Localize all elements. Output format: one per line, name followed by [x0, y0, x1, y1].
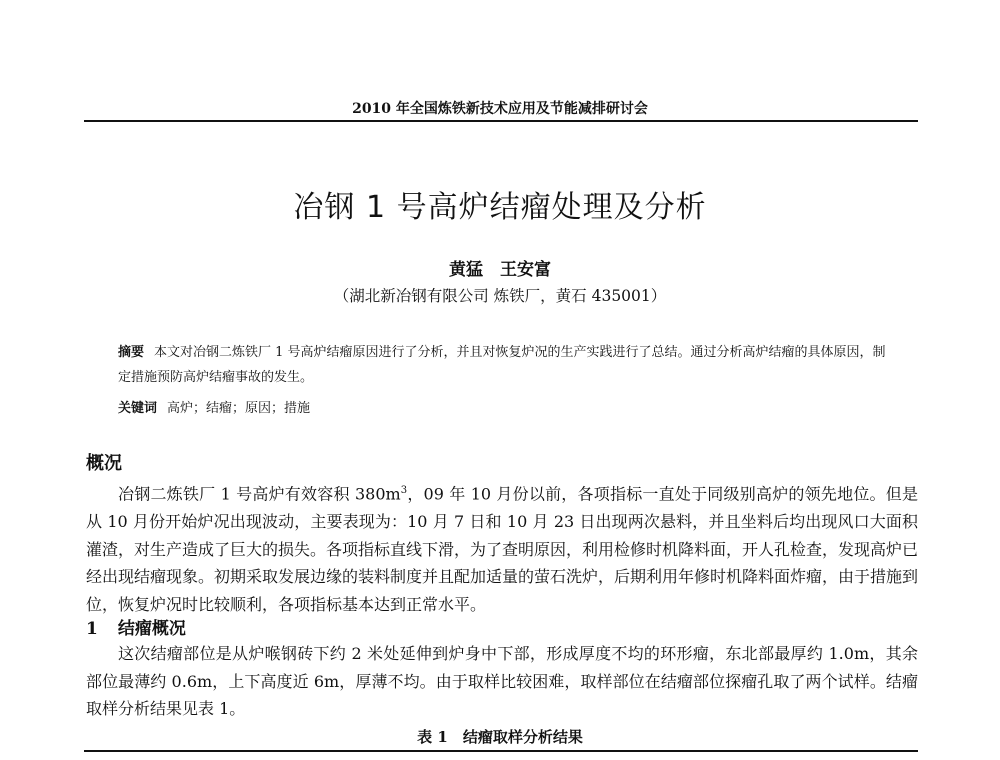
overview-text-part1: 冶钢二炼铁厂 1 号高炉有效容积 380m	[118, 484, 401, 504]
section-number: 1	[86, 619, 98, 639]
overview-paragraph	[86, 477, 918, 618]
overview-text-part2: ，09 年 10 月份以前，各项指标一直处于同级别高炉的领先地位。但是从 10 月份开始炉况出现波动，主要表现为：10 月 7 日和 10 月 23 日出现两次悬料，并且坐料后均出现风口大面积灌渣，对生产造成了巨大的损失。各项指标直线下滑，为了查明原因，利用检修时机降料面，开人孔检查，发现高炉已经出现结瘤现象。初期采取发展边缘的装料制度并且配加适量的萤石洗炉，后期利用年修时机降料面炸瘤，由于措施到位，恢复炉况时比较顺利，各项指标基本达到正常水平。	[86, 484, 919, 614]
superscript-3: 3	[400, 485, 408, 496]
keywords-label: 关键词	[118, 401, 158, 416]
table-top-rule	[84, 750, 918, 752]
section-heading-1	[86, 614, 186, 639]
paper-authors: 黄猛 王安富	[449, 260, 551, 280]
paper-title: 冶钢 1 号高炉结瘤处理及分析	[293, 190, 707, 225]
keywords	[118, 397, 898, 416]
header-rule	[84, 120, 918, 122]
section-heading-overview: 概况	[86, 453, 122, 474]
abstract	[118, 340, 898, 390]
section-title: 结瘤概况	[117, 619, 186, 639]
table-caption: 表 1 结瘤取样分析结果	[417, 728, 583, 746]
abstract-text: 本文对冶钢二炼铁厂 1 号高炉结瘤原因进行了分析，并且对恢复炉况的生产实践进行了总结。通过分析高炉结瘤的具体原因，制定措施预防高炉结瘤事故的发生。	[118, 345, 886, 385]
paper-affiliation: （湖北新冶钢有限公司 炼铁厂，黄石 435001）	[333, 287, 667, 305]
section1-paragraph: 这次结瘤部位是从炉喉钢砖下约 2 米处延伸到炉身中下部，形成厚度不均的环形瘤，东北部最厚约 1.0m，其余部位最薄约 0.6m，上下高度近 6m，厚薄不均。由于取样比较困难，取样部位在结瘤部位探瘤孔取了两个试样。结瘤取样分析结果见表 1。	[86, 644, 918, 719]
conference-header: 2010 年全国炼铁新技术应用及节能减排研讨会	[352, 101, 648, 117]
abstract-label: 摘要	[118, 345, 145, 360]
keywords-text: 高炉；结瘤；原因；措施	[167, 401, 311, 416]
